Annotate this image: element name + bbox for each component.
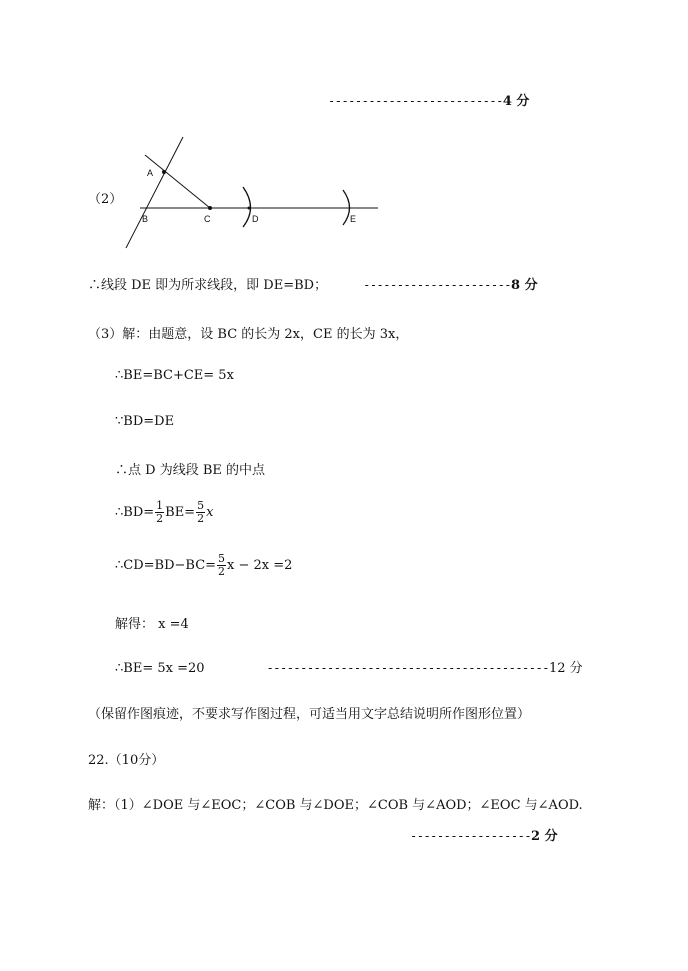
conclusion-text: ∴线段 DE 即为所求线段，即 DE=BD；: [88, 278, 328, 293]
score-line-2: [410, 825, 558, 844]
dashes: ----------------------: [363, 278, 512, 292]
frac-num: 1: [156, 499, 164, 512]
part3-step6: 解得： x =4: [115, 617, 189, 632]
score-label: 12 分: [548, 661, 583, 676]
frac-num: 5: [218, 552, 226, 565]
q22-answer: 解：（1）∠DOE 与∠EOC；∠COB 与∠DOE；∠COB 与∠AOD；∠EOC 与∠AOD.: [88, 798, 583, 813]
step4-prefix: ∴BD=: [115, 505, 155, 520]
step7-text: ∴BE= 5x =20: [115, 661, 205, 676]
part3-step2: ∵BD=DE: [115, 414, 175, 429]
score-label: 2 分: [531, 829, 558, 844]
part2-label: （2）: [88, 192, 123, 207]
segment-ac: [145, 155, 210, 208]
point-a: [162, 170, 166, 174]
fraction-half: [155, 500, 164, 525]
dashes: ------------------: [410, 829, 532, 843]
ray-ab: [126, 137, 183, 248]
step4-suffix: x: [206, 505, 214, 520]
part3-step7: [115, 657, 583, 676]
label-a: A: [147, 168, 154, 178]
score-label: 4 分: [502, 94, 530, 109]
part3-step5: [115, 553, 292, 578]
dashes: --------------------------: [328, 94, 503, 108]
score-label: 8 分: [511, 278, 538, 293]
fraction-five-halves: [196, 500, 205, 525]
label-b: B: [142, 214, 149, 224]
step5-prefix: ∴CD=BD−BC=: [115, 558, 217, 573]
part3-step1: ∴BE=BC+CE= 5x: [115, 368, 234, 383]
dashes: ------------------------------------------: [266, 661, 549, 675]
fraction-five-halves: [217, 553, 226, 578]
construction-note: （保留作图痕迹，不要求写作图过程，可适当用文字总结说明所作图形位置）: [88, 707, 531, 722]
label-e: E: [350, 214, 357, 224]
q22-heading: 22.（10分）: [88, 753, 165, 768]
frac-num: 5: [197, 499, 205, 512]
construction-figure: [118, 130, 388, 252]
label-d: D: [252, 214, 259, 224]
conclusion-line: [88, 274, 538, 293]
part3-intro: （3）解：由题意，设 BC 的长为 2x，CE 的长为 3x，: [88, 327, 409, 342]
part3-step3: ∴点 D 为线段 BE 的中点: [115, 463, 265, 478]
point-c: [208, 206, 212, 210]
frac-den: 2: [218, 565, 226, 578]
step4-mid: BE=: [165, 505, 196, 520]
score-line-4: [328, 90, 529, 109]
frac-den: 2: [156, 512, 164, 525]
frac-den: 2: [197, 512, 205, 525]
label-c: C: [204, 214, 211, 224]
step5-suffix: x − 2x =2: [227, 558, 293, 573]
part3-step4: [115, 500, 213, 525]
